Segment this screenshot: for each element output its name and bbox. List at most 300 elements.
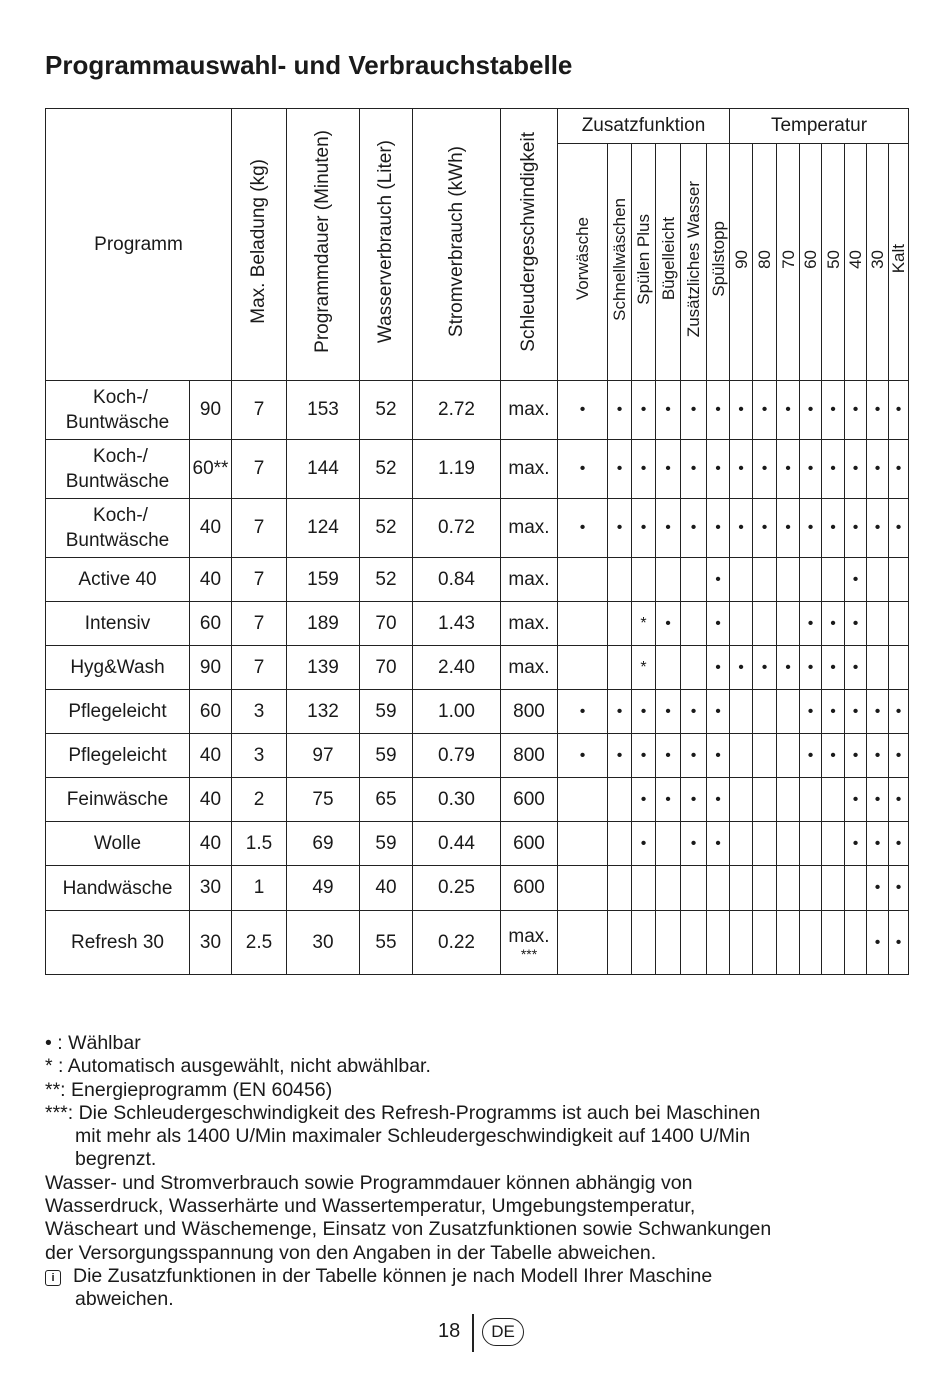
cell-spin <box>501 911 558 975</box>
temperature-mark: • <box>777 646 800 690</box>
function-mark: • <box>681 381 707 440</box>
program-temp: 40 <box>190 778 232 822</box>
legend-auto: * : Automatisch ausgewählt, nicht abwählbar. <box>45 1055 431 1078</box>
cell-water: 65 <box>360 778 413 822</box>
temperature-mark: • <box>867 911 889 975</box>
temperature-mark <box>730 558 753 602</box>
function-mark: • <box>707 646 730 690</box>
header-temp-col: 50 <box>822 144 845 381</box>
function-mark <box>558 558 608 602</box>
function-mark <box>681 866 707 911</box>
temperature-mark: • <box>845 558 867 602</box>
table-row <box>46 778 909 822</box>
program-name: Active 40 <box>46 558 190 602</box>
spin-value: max. <box>508 517 550 538</box>
cell-load: 7 <box>232 558 287 602</box>
temperature-mark: • <box>845 440 867 499</box>
temperature-mark <box>777 778 800 822</box>
table-row <box>46 866 909 911</box>
cell-water: 52 <box>360 558 413 602</box>
temperature-mark <box>730 690 753 734</box>
function-mark: • <box>656 602 681 646</box>
cell-power: 0.22 <box>413 911 501 975</box>
temperature-mark: • <box>753 440 777 499</box>
program-name: Refresh 30 <box>46 911 190 975</box>
header-zusatz-col: Spülstopp <box>707 144 730 381</box>
temperature-mark <box>753 911 777 975</box>
temperature-mark <box>800 911 822 975</box>
temperature-mark <box>800 866 822 911</box>
cell-spin <box>501 499 558 558</box>
cell-power: 1.19 <box>413 440 501 499</box>
function-mark: • <box>707 602 730 646</box>
cell-water: 55 <box>360 911 413 975</box>
header-temp-col: 70 <box>777 144 800 381</box>
temperature-mark <box>777 734 800 778</box>
temperature-mark: • <box>867 381 889 440</box>
function-mark <box>656 866 681 911</box>
temperature-mark: • <box>730 381 753 440</box>
temperature-mark: • <box>889 690 909 734</box>
temperature-mark <box>730 866 753 911</box>
header-temp-col: 30 <box>867 144 889 381</box>
function-mark: • <box>681 822 707 866</box>
table-row <box>46 822 909 866</box>
cell-load: 3 <box>232 690 287 734</box>
cell-water: 40 <box>360 866 413 911</box>
table-row <box>46 558 909 602</box>
temperature-mark <box>889 558 909 602</box>
cell-load: 7 <box>232 499 287 558</box>
function-mark: • <box>632 499 656 558</box>
program-temp: 40 <box>190 499 232 558</box>
temperature-mark: • <box>845 646 867 690</box>
function-mark: • <box>707 558 730 602</box>
temperature-mark <box>822 558 845 602</box>
cell-spin <box>501 558 558 602</box>
spin-value: 800 <box>513 700 545 722</box>
function-mark: • <box>608 381 632 440</box>
cell-water: 52 <box>360 499 413 558</box>
legend-energy: **: Energieprogramm (EN 60456) <box>45 1078 333 1101</box>
program-name: Koch-/ Buntwäsche <box>46 499 190 558</box>
footer-divider <box>472 1314 474 1352</box>
cell-water: 70 <box>360 646 413 690</box>
cell-spin <box>501 690 558 734</box>
cell-duration: 189 <box>287 602 360 646</box>
cell-load: 7 <box>232 381 287 440</box>
temperature-mark <box>845 911 867 975</box>
function-mark <box>608 558 632 602</box>
function-mark <box>558 602 608 646</box>
temperature-mark: • <box>889 499 909 558</box>
spin-value: max. <box>508 399 550 420</box>
table-row <box>46 734 909 778</box>
function-mark <box>632 866 656 911</box>
page-number: 18 <box>438 1320 461 1342</box>
function-mark: • <box>632 822 656 866</box>
temperature-mark: • <box>730 499 753 558</box>
temperature-mark: • <box>800 690 822 734</box>
cell-duration: 139 <box>287 646 360 690</box>
cell-load: 7 <box>232 440 287 499</box>
cell-spin <box>501 602 558 646</box>
temperature-mark <box>730 734 753 778</box>
temperature-mark: • <box>753 381 777 440</box>
function-mark: • <box>558 499 608 558</box>
function-mark: • <box>656 778 681 822</box>
program-name: Koch-/ Buntwäsche <box>46 381 190 440</box>
cell-water: 59 <box>360 734 413 778</box>
temperature-mark: • <box>889 778 909 822</box>
function-mark: • <box>608 734 632 778</box>
cell-load: 1 <box>232 866 287 911</box>
function-mark: • <box>681 734 707 778</box>
spin-value: 800 <box>513 744 545 766</box>
language-badge: DE <box>482 1318 524 1346</box>
header-zusatz-col: Schnellwäschen <box>608 144 632 381</box>
temperature-mark <box>777 602 800 646</box>
temperature-mark: • <box>730 646 753 690</box>
program-temp: 60 <box>190 602 232 646</box>
function-mark <box>656 822 681 866</box>
cell-power: 0.25 <box>413 866 501 911</box>
function-mark <box>608 646 632 690</box>
temperature-mark: • <box>730 440 753 499</box>
header-beladung: Max. Beladung (kg) <box>232 109 287 381</box>
temperature-mark: • <box>777 499 800 558</box>
function-mark: • <box>707 690 730 734</box>
spin-value: max. <box>508 925 550 947</box>
cell-power: 2.72 <box>413 381 501 440</box>
function-mark <box>558 911 608 975</box>
cell-water: 59 <box>360 690 413 734</box>
temperature-mark <box>753 822 777 866</box>
cell-water: 52 <box>360 440 413 499</box>
temperature-mark: • <box>822 734 845 778</box>
temperature-mark: • <box>753 646 777 690</box>
temperature-mark: • <box>822 440 845 499</box>
temperature-mark <box>777 822 800 866</box>
program-temp: 90 <box>190 381 232 440</box>
header-strom: Stromverbrauch (kWh) <box>413 109 501 381</box>
temperature-mark: • <box>889 734 909 778</box>
function-mark <box>558 778 608 822</box>
temperature-mark <box>867 602 889 646</box>
function-mark: • <box>707 381 730 440</box>
temperature-mark <box>777 690 800 734</box>
temperature-mark <box>753 558 777 602</box>
function-mark <box>608 822 632 866</box>
cell-spin <box>501 734 558 778</box>
program-name: Koch-/ Buntwäsche <box>46 440 190 499</box>
cell-power: 0.84 <box>413 558 501 602</box>
header-zusatz-col: Zusätzliches Wasser <box>681 144 707 381</box>
function-mark: • <box>632 734 656 778</box>
temperature-mark <box>800 778 822 822</box>
table-row <box>46 381 909 440</box>
temperature-mark <box>753 866 777 911</box>
function-mark: • <box>681 499 707 558</box>
function-mark: • <box>656 690 681 734</box>
temperature-mark: • <box>845 499 867 558</box>
function-mark <box>608 778 632 822</box>
cell-duration: 75 <box>287 778 360 822</box>
function-mark: • <box>707 822 730 866</box>
function-mark <box>558 646 608 690</box>
function-mark: • <box>608 499 632 558</box>
program-temp: 30 <box>190 866 232 911</box>
cell-spin <box>501 381 558 440</box>
temperature-mark: • <box>867 866 889 911</box>
temperature-mark: • <box>822 690 845 734</box>
cell-water: 52 <box>360 381 413 440</box>
cell-spin <box>501 778 558 822</box>
temperature-mark: • <box>845 381 867 440</box>
temperature-mark <box>777 911 800 975</box>
info-note-text: Die Zusatzfunktionen in der Tabelle können je nach Modell Ihrer Maschine <box>73 1264 713 1287</box>
cell-duration: 97 <box>287 734 360 778</box>
cell-power: 1.00 <box>413 690 501 734</box>
temperature-mark: • <box>889 822 909 866</box>
function-mark <box>608 866 632 911</box>
cell-water: 59 <box>360 822 413 866</box>
temperature-mark: • <box>800 440 822 499</box>
function-mark: • <box>558 734 608 778</box>
cell-spin <box>501 646 558 690</box>
legend-selectable: • : Wählbar <box>45 1032 141 1054</box>
function-mark: • <box>558 690 608 734</box>
temperature-mark: • <box>867 778 889 822</box>
function-mark: • <box>656 440 681 499</box>
temperature-mark: • <box>800 734 822 778</box>
temperature-mark: • <box>777 440 800 499</box>
function-mark: * <box>632 602 656 646</box>
header-zusatz-col: Spülen Plus <box>632 144 656 381</box>
spin-value: max. <box>508 568 550 590</box>
header-temp-col: 60 <box>800 144 822 381</box>
function-mark: * <box>632 646 656 690</box>
cell-spin <box>501 822 558 866</box>
temperature-mark <box>822 866 845 911</box>
legend-refresh-line1: ***: Die Schleudergeschwindigkeit des Refresh-Programms ist auch bei Maschinen <box>45 1101 761 1124</box>
temperature-mark <box>889 646 909 690</box>
function-mark <box>681 911 707 975</box>
function-mark: • <box>707 440 730 499</box>
temperature-mark: • <box>845 602 867 646</box>
temperature-mark: • <box>889 911 909 975</box>
spin-value: 600 <box>513 832 545 854</box>
legend-refresh-line3: begrenzt. <box>75 1148 157 1171</box>
header-dauer: Programmdauer (Minuten) <box>287 109 360 381</box>
cell-duration: 69 <box>287 822 360 866</box>
temperature-mark: • <box>822 646 845 690</box>
cell-power: 0.72 <box>413 499 501 558</box>
cell-duration: 132 <box>287 690 360 734</box>
temperature-mark: • <box>800 381 822 440</box>
legend-refresh-line2: mit mehr als 1400 U/Min maximaler Schleudergeschwindigkeit auf 1400 U/Min <box>75 1125 751 1148</box>
header-temp-col: 40 <box>845 144 867 381</box>
temperature-mark: • <box>867 822 889 866</box>
temperature-mark <box>822 778 845 822</box>
temperature-mark <box>753 690 777 734</box>
program-name: Hyg&Wash <box>46 646 190 690</box>
temperature-mark <box>867 646 889 690</box>
spin-value: 600 <box>513 788 545 810</box>
temperature-mark <box>730 778 753 822</box>
cell-power: 1.43 <box>413 602 501 646</box>
temperature-mark: • <box>777 381 800 440</box>
table-row <box>46 690 909 734</box>
table-row <box>46 911 909 975</box>
temperature-mark <box>822 911 845 975</box>
cell-load: 2.5 <box>232 911 287 975</box>
spin-value: max. <box>508 656 550 678</box>
function-mark: • <box>707 734 730 778</box>
temperature-mark <box>753 734 777 778</box>
program-temp: 90 <box>190 646 232 690</box>
function-mark <box>681 646 707 690</box>
temperature-mark <box>730 602 753 646</box>
temperature-mark: • <box>845 690 867 734</box>
function-mark <box>681 602 707 646</box>
cell-duration: 30 <box>287 911 360 975</box>
spin-footnote-mark: *** <box>520 945 538 962</box>
info-note-line2: abweichen. <box>75 1288 174 1311</box>
function-mark <box>558 866 608 911</box>
temperature-mark: • <box>822 602 845 646</box>
cell-load: 7 <box>232 646 287 690</box>
program-temp: 40 <box>190 558 232 602</box>
program-temp: 40 <box>190 822 232 866</box>
cell-duration: 153 <box>287 381 360 440</box>
note-line4: der Versorgungsspannung von den Angaben in der Tabelle abweichen. <box>45 1241 657 1264</box>
cell-power: 0.44 <box>413 822 501 866</box>
header-temperatur: Temperatur <box>730 109 909 144</box>
function-mark: • <box>656 734 681 778</box>
function-mark: • <box>681 690 707 734</box>
cell-duration: 49 <box>287 866 360 911</box>
temperature-mark: • <box>800 646 822 690</box>
function-mark: • <box>656 381 681 440</box>
temperature-mark: • <box>845 822 867 866</box>
temperature-mark: • <box>753 499 777 558</box>
table-row <box>46 440 909 499</box>
cell-power: 0.79 <box>413 734 501 778</box>
program-temp: 30 <box>190 911 232 975</box>
function-mark: • <box>707 778 730 822</box>
cell-spin <box>501 866 558 911</box>
function-mark <box>656 646 681 690</box>
note-line3: Wäscheart und Wäschemenge, Einsatz von Zusatzfunktionen sowie Schwankungen <box>45 1218 772 1241</box>
temperature-mark: • <box>889 381 909 440</box>
function-mark: • <box>632 690 656 734</box>
function-mark <box>608 602 632 646</box>
header-programm: Programm <box>46 109 232 381</box>
function-mark: • <box>558 440 608 499</box>
header-zusatz-col: Bügelleicht <box>656 144 681 381</box>
table-row <box>46 602 909 646</box>
function-mark <box>632 558 656 602</box>
temperature-mark: • <box>867 440 889 499</box>
temperature-mark: • <box>867 690 889 734</box>
function-mark: • <box>632 778 656 822</box>
program-name: Wolle <box>46 822 190 866</box>
temperature-mark: • <box>800 602 822 646</box>
header-temp-col: 90 <box>730 144 753 381</box>
table-row <box>46 499 909 558</box>
function-mark: • <box>608 690 632 734</box>
program-name: Pflegeleicht <box>46 690 190 734</box>
function-mark: • <box>608 440 632 499</box>
cell-load: 3 <box>232 734 287 778</box>
temperature-mark <box>777 558 800 602</box>
program-name: Feinwäsche <box>46 778 190 822</box>
function-mark <box>707 911 730 975</box>
temperature-mark: • <box>800 499 822 558</box>
function-mark: • <box>632 381 656 440</box>
temperature-mark: • <box>822 381 845 440</box>
function-mark: • <box>681 778 707 822</box>
cell-water: 70 <box>360 602 413 646</box>
note-line2: Wasserdruck, Wasserhärte und Wassertemperatur, Umgebungstemperatur, <box>45 1195 696 1218</box>
cell-duration: 144 <box>287 440 360 499</box>
temperature-mark <box>730 911 753 975</box>
spin-value: max. <box>508 458 550 479</box>
temperature-mark <box>800 558 822 602</box>
function-mark: • <box>558 381 608 440</box>
note-line1: Wasser- und Stromverbrauch sowie Programmdauer können abhängig von <box>45 1171 693 1194</box>
function-mark: • <box>656 499 681 558</box>
temperature-mark <box>845 866 867 911</box>
temperature-mark <box>889 602 909 646</box>
cell-spin <box>501 440 558 499</box>
temperature-mark <box>822 822 845 866</box>
temperature-mark: • <box>867 734 889 778</box>
header-wasser: Wasserverbrauch (Liter) <box>360 109 413 381</box>
function-mark: • <box>707 499 730 558</box>
legend <box>45 1032 925 1312</box>
cell-power: 2.40 <box>413 646 501 690</box>
temperature-mark: • <box>889 866 909 911</box>
function-mark <box>608 911 632 975</box>
cell-duration: 124 <box>287 499 360 558</box>
function-mark <box>632 911 656 975</box>
table-row <box>46 646 909 690</box>
program-table <box>45 108 909 975</box>
program-name: Intensiv <box>46 602 190 646</box>
temperature-mark: • <box>845 778 867 822</box>
program-temp: 60 <box>190 690 232 734</box>
spin-value: 600 <box>513 877 545 898</box>
spin-value: max. <box>508 612 550 634</box>
temperature-mark <box>730 822 753 866</box>
header-temp-col: Kalt <box>889 144 909 381</box>
cell-load: 2 <box>232 778 287 822</box>
cell-load: 7 <box>232 602 287 646</box>
function-mark <box>558 822 608 866</box>
temperature-mark: • <box>822 499 845 558</box>
function-mark: • <box>632 440 656 499</box>
cell-load: 1.5 <box>232 822 287 866</box>
temperature-mark: • <box>845 734 867 778</box>
header-schleuder: Schleudergeschwindigkeit <box>501 109 558 381</box>
temperature-mark <box>777 866 800 911</box>
program-name: Pflegeleicht <box>46 734 190 778</box>
function-mark <box>656 911 681 975</box>
temperature-mark: • <box>867 499 889 558</box>
function-mark <box>656 558 681 602</box>
